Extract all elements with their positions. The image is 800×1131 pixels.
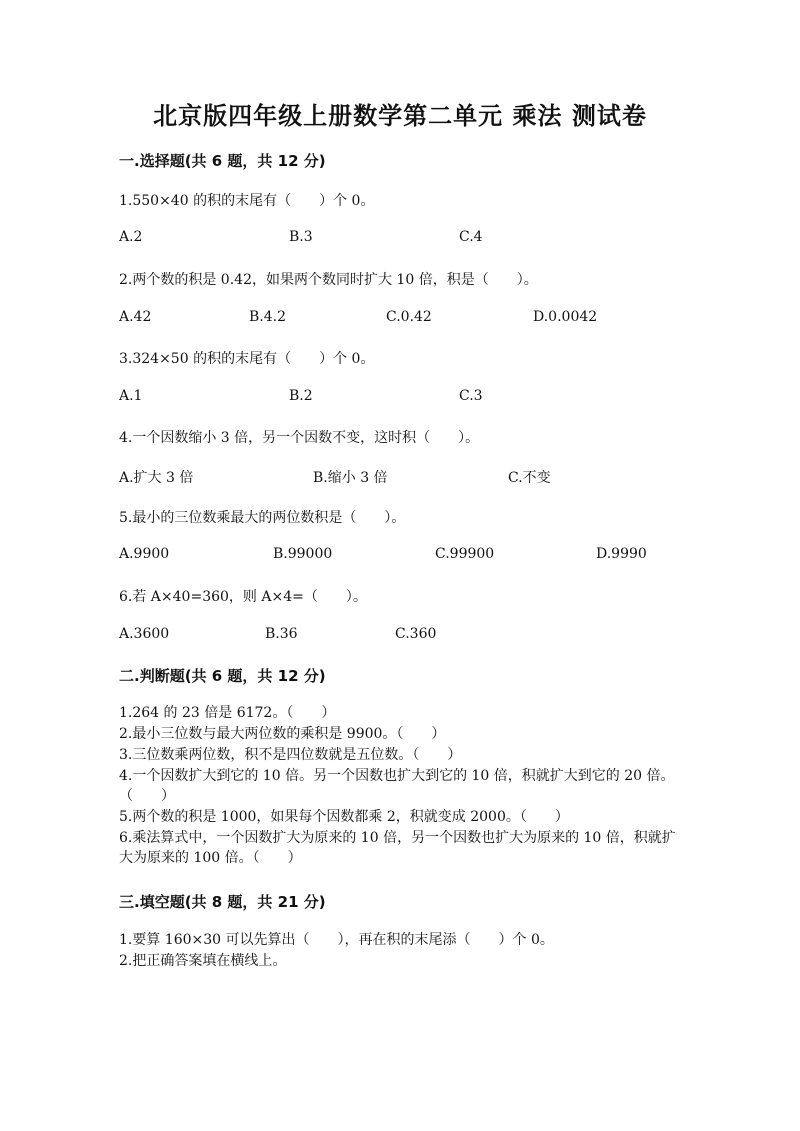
option: C.0.42 [386,309,432,325]
option: A.42 [119,309,152,325]
section-heading-multiple-choice: 一.选择题(共 6 题，共 12 分) [119,152,326,170]
question-text: 1.550×40 的积的末尾有（ ）个 0。 [119,193,375,209]
judgement-item: 5.两个数的积是 1000，如果每个因数都乘 2，积就变成 2000。（ ） [119,809,569,825]
option: C.99900 [435,546,495,562]
question-text: 3.324×50 的积的末尾有（ ）个 0。 [119,351,375,367]
option: A.1 [119,388,143,404]
option: B.99000 [273,546,333,562]
question-text: 5.最小的三位数乘最大的两位数积是（ ）。 [119,510,406,526]
judgement-item: 1.264 的 23 倍是 6172。（ ） [119,705,336,721]
section-heading-true-false: 二.判断题(共 6 题，共 12 分) [119,667,326,685]
option: A.3600 [119,626,170,642]
judgement-item: 6.乘法算式中，一个因数扩大为原来的 10 倍，另一个因数也扩大为原来的 10 倍，积就扩大为原来的 100 倍。（ ） [119,830,676,866]
question-text: 6.若 A×40=360，则 A×4=（ ）。 [119,589,367,605]
option: B.2 [289,388,313,404]
option: D.0.0042 [533,309,598,325]
option: A.2 [119,229,143,245]
option: A.扩大 3 倍 [119,470,194,486]
option: B.4.2 [249,309,287,325]
judgement-item: 2.最小三位数与最大两位数的乘积是 9900。（ ） [119,726,446,742]
option: B.3 [289,229,313,245]
question-text: 2.两个数的积是 0.42，如果两个数同时扩大 10 倍，积是（ ）。 [119,272,538,288]
judgement-item: 4.一个因数扩大到它的 10 倍。另一个因数也扩大到它的 10 倍，积就扩大到它的 20 倍。（ ） [119,768,675,804]
option: B.36 [265,626,298,642]
option: A.9900 [119,546,170,562]
option: C.4 [459,229,483,245]
page-title: 北京版四年级上册数学第二单元 乘法 测试卷 [153,101,647,130]
fill-item: 2.把正确答案填在横线上。 [119,953,287,969]
question-text: 4.一个因数缩小 3 倍，另一个因数不变，这时积（ ）。 [119,430,480,446]
option: B.缩小 3 倍 [313,470,388,486]
section-heading-fill-in: 三.填空题(共 8 题，共 21 分) [119,893,326,911]
option: C.3 [459,388,483,404]
fill-item: 1.要算 160×30 可以先算出（ ），再在积的末尾添（ ）个 0。 [119,932,554,948]
option: D.9990 [596,546,647,562]
option: C.360 [395,626,437,642]
option: C.不变 [508,470,551,486]
judgement-item: 3.三位数乘两位数，积不是四位数就是五位数。（ ） [119,747,462,763]
